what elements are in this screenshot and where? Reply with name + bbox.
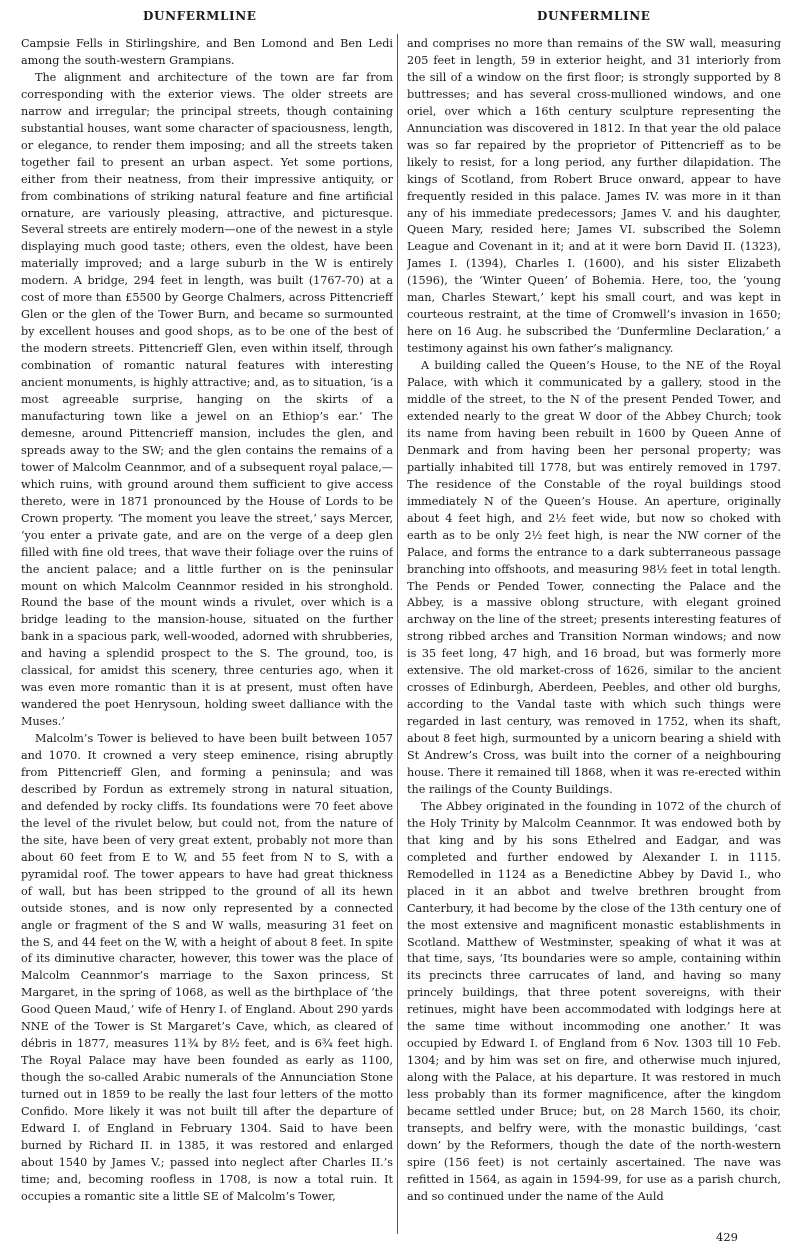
- paragraph: Campsie Fells in Stirlingshire, and Ben Lomond and Ben Ledi among the south-western Grampians.: [21, 37, 393, 67]
- page-number: 429: [716, 1230, 738, 1244]
- left-running-header: DUNFERMLINE: [143, 9, 257, 23]
- paragraph: and comprises no more than remains of the SW wall, measuring 205 feet in length, 59 in exterior height, and 31 interiorly from the sill of a window on the first floor; is strongly supported by 8 buttresses; and has several cross-mullioned windows, and one oriel, over which a 16th century sculpture representing the Annunciation was discovered in 1812. In that year the old palace was so far repaired by the proprietor of Pittencrieff as to be likely to resist, for a long period, any further dilapidation. The kings of Scotland, from Robert Bruce onward, appear to have frequently resided in this palace. James IV. was more in it than any of his immediate predecessors; James V. and his daughter, Queen Mary, resided here; James VI. subscribed the Solemn League and Covenant in it; and at it were born David II. (1323), James I. (1394), Charles I. (1600), and his sister Elizabeth (1596), the ‘Winter Queen’ of Bohemia. Here, too, the ‘young man, Charles Stewart,’ kept his small court, and was kept in courteous restraint, at the time of Cromwell’s invasion in 1650; here on 16 Aug. he subscribed the ‘Dunfermline Declaration,’ a testimony against his own father’s malignancy.: [407, 37, 781, 356]
- right-running-header: DUNFERMLINE: [537, 9, 651, 23]
- left-text-column: [21, 36, 393, 1236]
- column-divider: [397, 34, 398, 1234]
- paragraph: A building called the Queen’s House, to the NE of the Royal Palace, with which it communicated by a gallery, stood in the middle of the street, to the N of the present Pended Tower, and extended nearly to the great W door of the Abbey Church; took its name from having been rebuilt in 1600 by Queen Anne of Denmark and from having been her personal property; was partially inhabited till 1778, but was entirely removed in 1797. The residence of the Constable of the royal buildings stood immediately N of the Queen’s House. An aperture, originally about 4 feet high, and 2½ feet wide, but now so choked with earth as to be only 2½ feet high, is near the NW corner of the Palace, and forms the entrance to a dark subterraneous passage branching into offshoots, and measuring 98½ feet in total length. The Pends or Pended Tower, connecting the Palace and the Abbey, is a massive oblong structure, with elegant groined archway on the line of the street; presents interesting features of strong ribbed arches and Transition Norman windows; and now is 35 feet long, 47 high, and 16 broad, but was formerly more extensive. The old market-cross of 1626, similar to the ancient crosses of Edinburgh, Aberdeen, Peebles, and other old burghs, according to the Vandal taste with which such things were regarded in last century, was removed in 1752, when its shaft, about 8 feet high, surmounted by a unicorn bearing a shield with St Andrew’s Cross, was built into the corner of a neighbouring house. There it remained till 1868, when it was re-erected within the railings of the County Buildings.: [407, 359, 781, 796]
- paragraph: The alignment and architecture of the town are far from corresponding with the exterior views. The older streets are narrow and irregular; the principal streets, though containing substantial houses, want some character of spaciousness, length, or elegance, to render them imposing; and all the streets taken together fail to present an urban aspect. Yet some portions, either from their neatness, from their impressive antiquity, or from combinations of striking natural feature and fine artificial ornature, are variously pleasing, attractive, and picturesque. Several streets are entirely modern—one of the newest in a style displaying much good taste; others, even the oldest, have been materially improved; and a large suburb in the W is entirely modern. A bridge, 294 feet in length, was built (1767-70) at a cost of more than £5500 by George Chalmers, across Pittencrieff Glen or the glen of the Tower Burn, and became so surmounted by excellent houses and good shops, as to be one of the best of the modern streets. Pittencrieff Glen, even within itself, through combination of romantic natural features with interesting ancient monuments, is highly attractive; and, as to situation, ‘is a most agreeable surprise, hanging on the skirts of a manufacturing town like a jewel on an Ethiop’s ear.’ The demesne, around Pittencrieff mansion, includes the glen, and spreads away to the SW; and the glen contains the remains of a tower of Malcolm Ceannmor, and of a subsequent royal palace,—which ruins, with ground around them sufficient to give access thereto, were in 1871 pronounced by the House of Lords to be Crown property. ‘The moment you leave the street,’ says Mercer, ‘you enter a private gate, and are on the verge of a deep glen filled with fine old trees, that wave their foliage over the ruins of the ancient palace; and a little further on is the peninsular mount on which Malcolm Ceannmor resided in his stronghold. Round the base of the mount winds a rivulet, over which is a bridge leading to the mansion-house, situated on the further bank in a spacious park, well-wooded, adorned with shrubberies, and having a splendid prospect to the S. The ground, too, is classical, for amidst this scenery, three centuries ago, when it was even more romantic than it is at present, must often have wandered the poet Henrysoun, holding sweet dalliance with the Muses.’: [21, 70, 393, 729]
- paragraph: The Abbey originated in the founding in 1072 of the church of the Holy Trinity by Malcolm Ceannmor. It was endowed both by that king and by his sons Ethelred and Eadgar, and was completed and further endowed by Alexander I. in 1115. Remodelled in 1124 as a Benedictine Abbey by David I., who placed in it an abbot and twelve brethren brought from Canterbury, it had become by the close of the 13th century one of the most extensive and magnificent monastic establishments in Scotland. Matthew of Westminster, speaking of what it was at that time, says, ‘Its boundaries were so ample, containing within its precincts three carrucates of land, and having so many princely buildings, that three potent sovereigns, with their retinues, might have been accommodated with lodgings here at the same time without incommoding one another.’ It was occupied by Edward I. of England from 6 Nov. 1303 till 10 Feb. 1304; and by him was set on fire, and otherwise much injured, along with the Palace, at his departure. It was restored in much less probably than its former magnificence, after the kingdom became settled under Bruce; but, on 28 March 1560, its choir, transepts, and belfry were, with the monastic buildings, ‘cast down’ by the Reformers, though the date of the north-western spire (156 feet) is not certainly ascertained. The nave was refitted in 1564, as again in 1594-99, for use as a parish church, and so continued under the name of the Auld: [407, 799, 781, 1203]
- right-text-column: [407, 36, 781, 1236]
- paragraph: Malcolm’s Tower is believed to have been built between 1057 and 1070. It crowned a very steep eminence, rising abruptly from Pittencrieff Glen, and forming a peninsula; and was described by Fordun as extremely strong in natural situation, and defended by rocky cliffs. Its foundations were 70 feet above the level of the rivulet below, but could not, from the nature of the site, have been of very great extent, probably not more than about 60 feet from E to W, and 55 feet from N to S, with a pyramidal roof. The tower appears to have had great thickness of wall, but has been stripped to the ground of all its hewn outside stones, and is now only represented by a connected angle or fragment of the S and W walls, measuring 31 feet on the S, and 44 feet on the W, with a height of about 8 feet. In spite of its diminutive character, however, this tower was the place of Malcolm Ceannmor’s marriage to the Saxon princess, St Margaret, in the spring of 1068, as well as the birthplace of ‘the Good Queen Maud,’ wife of Henry I. of England. About 290 yards NNE of the Tower is St Margaret’s Cave, which, as cleared of débris in 1877, measures 11¾ by 8½ feet, and is 6¾ feet high. The Royal Palace may have been founded as early as 1100, though the so-called Arabic numerals of the Annunciation Stone turned out in 1859 to be really the last four letters of the motto Confido. More likely it was not built till after the departure of Edward I. of England in February 1304. Said to have been burned by Richard II. in 1385, it was restored and enlarged about 1540 by James V.; passed into neglect after Charles II.’s time; and, becoming roofless in 1708, is now a total ruin. It occupies a romantic site a little SE of Malcolm’s Tower,: [21, 732, 393, 1203]
